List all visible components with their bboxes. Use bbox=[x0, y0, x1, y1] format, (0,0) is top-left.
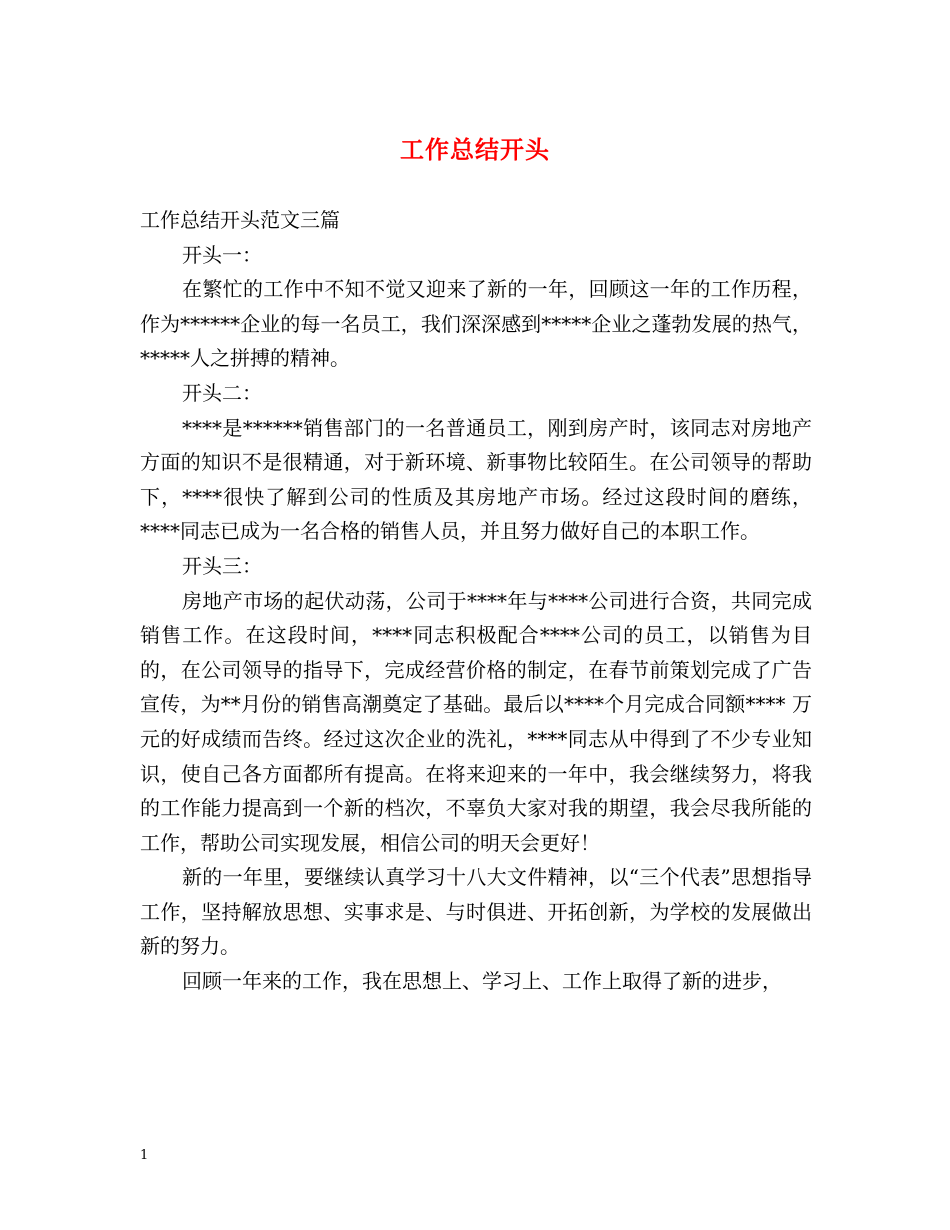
page-number: 1 bbox=[140, 1148, 149, 1163]
paragraph-5: 回顾一年来的工作，我在思想上、学习上、工作上取得了新的进步， bbox=[182, 969, 782, 994]
document-subtitle: 工作总结开头范文三篇 bbox=[140, 208, 340, 232]
paragraph-2: ****是******销售部门的一名普通员工，刚到房产时，该同志对房地产方面的知识不是很精通，对于新环境、新事物比较陌生。在公司领导的帮助下，****很快了解到公司的性质及其房地产市场。经过这段时间的磨练，****同志已成为一名合格的销售人员，并且努力做好自己的本职工作。 bbox=[140, 415, 812, 544]
document-title: 工作总结开头 bbox=[400, 135, 550, 164]
paragraph-1: 在繁忙的工作中不知不觉又迎来了新的一年，回顾这一年的工作历程，作为******企业的每一名员工，我们深深感到*****企业之蓬勃发展的热气，*****人之拼搏的精神。 bbox=[140, 277, 812, 371]
paragraph-3: 房地产市场的起伏动荡，公司于****年与****公司进行合资，共同完成销售工作。在这段时间，****同志积极配合****公司的员工，以销售为目的，在公司领导的指导下，完成经营价格的制定，在春节前策划完成了广告宣传，为**月份的销售高潮奠定了基础。最后以****个月完成合同额**** 万元的好成绩而告终。经过这次企业的洗礼，****同志从中得到了不少专业知识，使自己各方面都所有提高。在将来迎来的一年中，我会继续努力，将我的工作能力提高到一个新的档次，不辜负大家对我的期望，我会尽我所能的工作，帮助公司实现发展，相信公司的明天会更好！ bbox=[140, 588, 812, 855]
section-heading-1: 开头一： bbox=[182, 242, 262, 267]
section-heading-2: 开头二： bbox=[182, 380, 262, 405]
document-body bbox=[140, 203, 812, 999]
paragraph-4: 新的一年里，要继续认真学习十八大文件精神，以“三个代表”思想指导工作，坚持解放思想、实事求是、与时俱进、开拓创新，为学校的发展做出新的努力。 bbox=[140, 865, 812, 959]
section-heading-3: 开头三： bbox=[182, 553, 262, 578]
